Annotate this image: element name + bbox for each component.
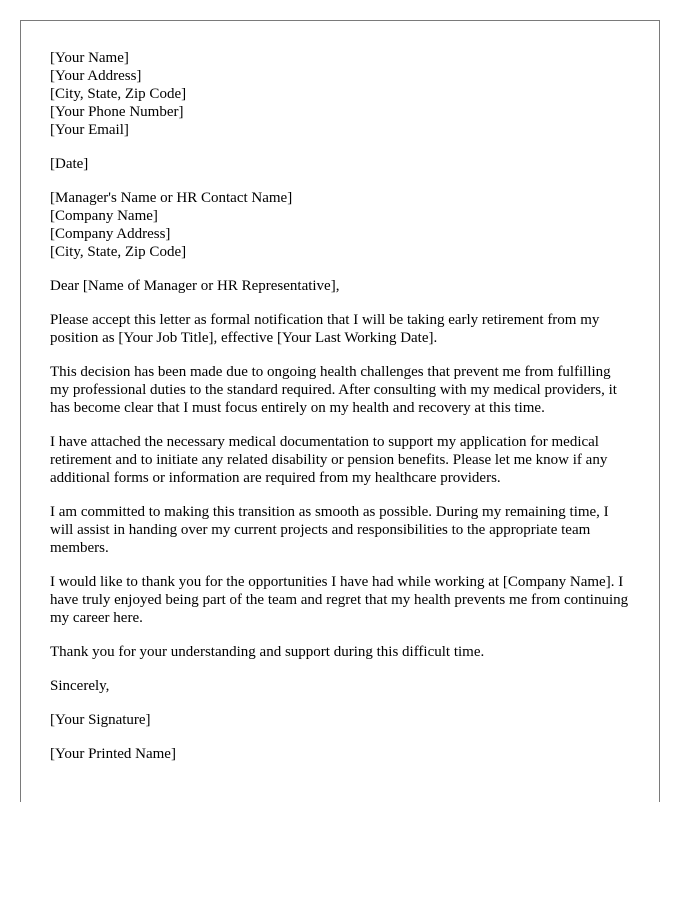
recipient-address: [Company Address]: [50, 226, 171, 242]
letter-page: [20, 20, 660, 802]
signature-placeholder: [Your Signature]: [50, 712, 151, 728]
sender-name: [Your Name]: [50, 50, 129, 66]
letter-date: [Date]: [50, 156, 89, 172]
body-paragraph: Thank you for your understanding and support during this difficult time.: [50, 644, 485, 660]
recipient-block: [50, 189, 630, 261]
sender-city-state-zip: [City, State, Zip Code]: [50, 86, 187, 102]
sender-email: [Your Email]: [50, 122, 129, 138]
date-block: [50, 155, 630, 173]
letter-body: [50, 49, 630, 779]
sender-phone: [Your Phone Number]: [50, 104, 184, 120]
sender-block: [50, 49, 630, 139]
printed-name: [Your Printed Name]: [50, 746, 176, 762]
body-paragraph: I am committed to making this transition as smooth as possible. During my remaining time, I will assist in handing over my current projects and responsibilities to the appropriate team members.: [50, 504, 609, 556]
body-paragraph: I have attached the necessary medical documentation to support my application for medical retirement and to initiate any related disability or pension benefits. Please let me know if any additional forms or information are required from my healthcare providers.: [50, 434, 608, 486]
sender-address: [Your Address]: [50, 68, 142, 84]
salutation: Dear [Name of Manager or HR Representative],: [50, 278, 340, 294]
body-paragraph: This decision has been made due to ongoing health challenges that prevent me from fulfilling my professional duties to the standard required. After consulting with my medical providers, it has become clear that I must focus entirely on my health and recovery at this time.: [50, 364, 617, 416]
closing: Sincerely,: [50, 678, 110, 694]
recipient-city-state-zip: [City, State, Zip Code]: [50, 244, 187, 260]
recipient-company: [Company Name]: [50, 208, 158, 224]
recipient-name: [Manager's Name or HR Contact Name]: [50, 190, 293, 206]
body-paragraph: I would like to thank you for the opportunities I have had while working at [Company Name]. I have truly enjoyed being part of the team and regret that my health prevents me from continuing my career here.: [50, 574, 629, 626]
body-paragraph: Please accept this letter as formal notification that I will be taking early retirement from my position as [Your Job Title], effective [Your Last Working Date].: [50, 312, 600, 346]
